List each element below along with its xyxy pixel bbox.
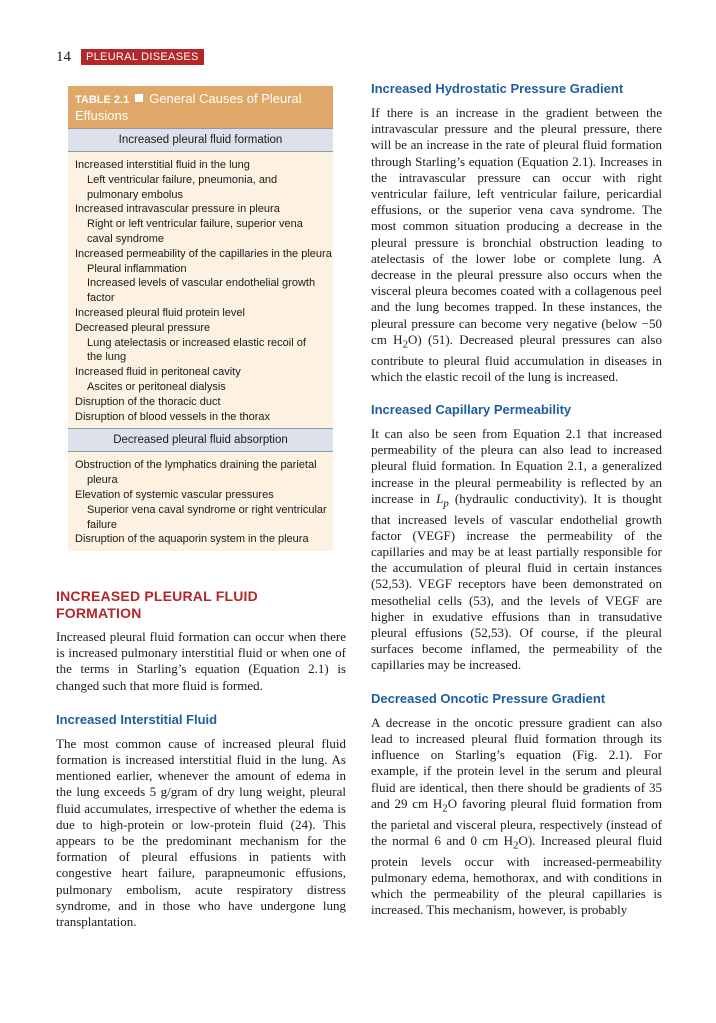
variable: L [436,490,444,506]
table-row: Elevation of systemic vascular pressures [75,488,274,501]
table-row: Obstruction of the lymphatics draining the parietal [75,459,317,472]
table-row: pleura [87,474,118,487]
subsection-heading: Increased Capillary Permeability [371,402,572,418]
table-title: General Causes of Pleural Effusions [75,91,302,123]
table-row: Increased permeability of the capillaries in the pleura [75,247,332,260]
page-number: 14 [56,48,71,65]
table-row: Right or left ventricular failure, superior vena [87,218,303,231]
subsection-heading: Increased Interstitial Fluid [56,711,218,727]
table-row: Lung atelectasis or increased elastic recoil of [87,336,306,349]
subsection-heading: Increased Hydrostatic Pressure Gradient [371,81,624,96]
text-run: O) (51). Decreased pleural pressures can also contribute to pleural fluid accumulation in diseases in which the elastic recoil of the lung is increased. [371,331,662,384]
table-row: Disruption of blood vessels in the thorax [75,410,271,423]
subscript: 2 [442,802,448,815]
running-head: PLEURAL DISEASES [81,49,204,65]
table-section-body [68,152,333,428]
right-column [371,81,662,918]
left-column [56,588,346,930]
table-row: Increased fluid in peritoneal cavity [75,366,241,379]
table-row: pulmonary embolus [87,188,183,201]
subscript: 2 [513,839,519,852]
section-heading: INCREASED PLEURAL FLUID FORMATION [56,588,258,621]
text-run: It can also be seen from Equation 2.1 that increased permeability of the pleura can also lead to increased pleural fluid formation. In Equation 2.1, a generalized increase in the pleural permeability is reflected by an increase in [371,426,662,506]
text-run: If there is an increase in the gradient between the intravascular pressure and the pleural pressure, there will be an increase in the rate of pleural fluid formation through Starling’s equation (Equation 2.1). Increases in the intravascular pressure can occur with right ventricular failure, left ventricular failure, pericardial effusions, or the superior vena cava syndrome. The most common situation producing a decrease in the pleural pressure is bronchial obstruction leading to atelectasis of the lower lobe or complete lung. A decrease in the pleural pressure also occurs when the visceral pleura becomes coated with a collagenous peel and the lung becomes trapped. In these instances, the pleural pressure can become very negative (below −50 cm H [371,105,662,347]
table-section-body [68,452,333,551]
paragraph: Increased pleural fluid formation can occur when there is increased pulmonary interstitial fluid or when one of the terms in Starling’s equation (Equation 2.1) is changed such that more fluid is formed. [56,629,346,693]
table-row: Left ventricular failure, pneumonia, and [87,173,278,186]
paragraph [371,426,662,674]
table-row: the lung [87,351,127,364]
text-run: (hydraulic conductivity). It is thought that increased levels of vascular endothelial growth factor (VEGF) increase the permeability of the capillaries and may be at least partially responsible for the accumulation of pleural fluid in certain instances (52,53). VEGF receptors have been demonstrated on mesothelial cells (53), and the levels of VEGF are higher in exudative effusions than in transudative pleural effusions (52,53). Of course, if the pleural surfaces become inflamed, the permeability of the capillaries may be increased. [371,490,662,673]
table-row: Disruption of the aquaporin system in the pleura [75,533,309,546]
table-number: TABLE 2.1 [75,94,130,106]
paragraph: The most common cause of increased pleural fluid formation is increased interstitial fluid in the lung. As mentioned earlier, whenever the amount of edema in the lung exceeds 5 g/gram of dry lung weight, pleural fluid accumulates, irrespective of whether the edema is due to high-protein or low-protein fluid (24). This appears to be the predominant mechanism for the formation of pleural effusions in patients with congestive heart failure, parapneumonic effusions, pulmonary embolism, acute respiratory distress syndrome, and in those who have undergone lung transplantation. [56,735,346,930]
table-row: Increased intravascular pressure in pleura [75,203,280,216]
table-section-heading: Increased pleural fluid formation [68,128,333,152]
table-2-1 [68,86,333,551]
table-section-heading: Decreased pleural fluid absorption [68,428,333,452]
paragraph [371,715,662,919]
subsection-heading: Decreased Oncotic Pressure Gradient [371,690,606,706]
table-row: Increased pleural fluid protein level [75,306,245,319]
text-run: O). Increased pleural fluid protein levels occur with increased-permeability pulmonary edema, hemothorax, and with conditions in which the permeability of the pleural capillaries is increased. This mechanism, however, is probably [371,832,662,918]
table-row: factor [87,292,115,305]
text-run: A decrease in the oncotic pressure gradient can also lead to increased pleural fluid formation through its influence on Starling’s equation (Fig. 2.1). For example, if the protein level in the serum and pleural fluid are identical, then there should be gradients of 35 and 29 cm H [371,714,662,811]
table-caption [68,86,333,128]
square-bullet-icon [135,94,143,102]
text-run: O favoring pleural fluid formation from the parietal and visceral pleura, respectively (instead of the normal 6 and 0 cm H [371,795,662,848]
table-row: Disruption of the thoracic duct [75,395,221,408]
table-row: Decreased pleural pressure [75,321,211,334]
table-row: Ascites or peritoneal dialysis [87,380,226,393]
table-row: caval syndrome [87,232,165,245]
table-row: Superior vena caval syndrome or right ventricular [87,503,327,516]
table-row: Increased interstitial fluid in the lung [75,159,250,171]
subscript: 2 [402,338,408,351]
page-header [56,47,204,67]
table-row: Pleural inflammation [87,262,187,275]
paragraph [371,105,662,385]
table-row: Increased levels of vascular endothelial growth [87,277,316,290]
table-row: failure [87,518,117,531]
variable-subscript: p [443,497,449,510]
